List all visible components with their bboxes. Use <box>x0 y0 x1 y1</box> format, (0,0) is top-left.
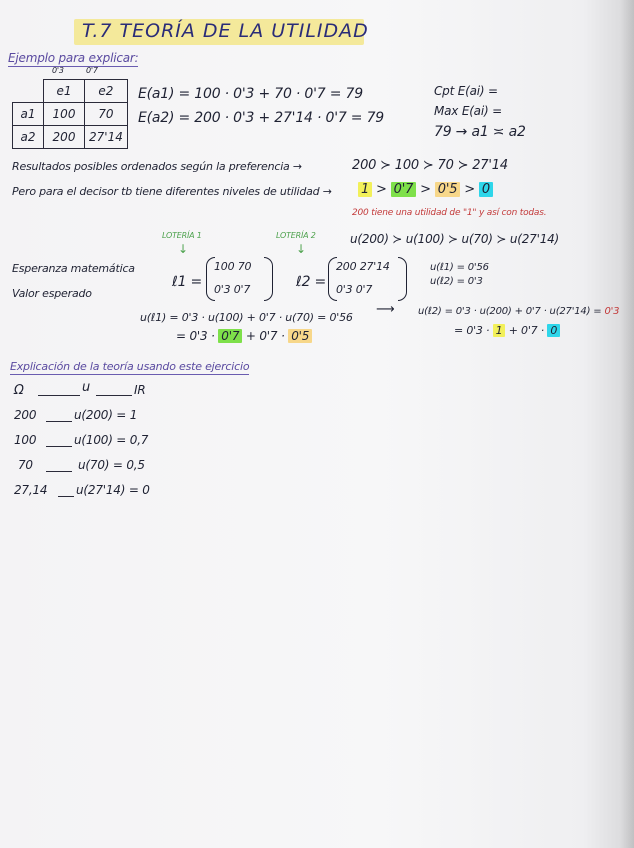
utility-level-3: 0'5 <box>435 182 461 197</box>
utility-lottery-2: u(ℓ2) = 0'3 <box>430 276 483 287</box>
mapping-line <box>58 496 74 497</box>
mapping-right: u(100) = 0,7 <box>74 433 149 447</box>
col-header-e1: e1 <box>44 80 85 103</box>
mapping-line <box>96 395 132 396</box>
arrow-down-icon: ↓ <box>296 242 307 256</box>
calc-lottery-1-line-1: u(ℓ1) = 0'3 · u(100) + 0'7 · u(70) = 0'56 <box>140 311 353 324</box>
utility-order: u(200) ≻ u(100) ≻ u(70) ≻ u(27'14) <box>350 232 560 246</box>
mapping-left: 27,14 <box>14 483 48 497</box>
lottery-1-label: LOTERÍA 1 <box>162 231 202 240</box>
calc-lottery-2-line-1: u(ℓ2) = 0'3 · u(200) + 0'7 · u(27'14) = 0'3 <box>418 306 620 317</box>
payoff-table <box>12 79 128 149</box>
table-cell: 27'14 <box>85 126 128 149</box>
row-label: a1 <box>13 103 44 126</box>
decisor-text: Pero para el decisor tb tiene diferentes niveles de utilidad → <box>12 185 332 198</box>
utility-level-4: 0 <box>479 182 493 197</box>
table-cell: 100 <box>44 103 85 126</box>
lottery-2-outcomes: 200 27'14 <box>336 260 390 273</box>
mapping-right: u(70) = 0,5 <box>78 458 145 472</box>
table-row <box>13 126 128 149</box>
highlight-yellow: 1 <box>493 324 506 337</box>
col-header-e2: e2 <box>85 80 128 103</box>
utility-level-1: 1 <box>358 182 372 197</box>
lottery-2-name: ℓ2 = <box>296 274 327 290</box>
table-cell: 70 <box>85 103 128 126</box>
u-symbol: u <box>82 380 91 395</box>
valor-label: Valor esperado <box>12 287 92 300</box>
page-edge-shadow <box>620 0 634 848</box>
utility-levels <box>358 182 493 197</box>
results-text: Resultados posibles ordenados según la preferencia → <box>12 160 302 173</box>
highlight-cyan: 0 <box>547 324 560 337</box>
esperanza-label: Esperanza matemática <box>12 262 135 275</box>
mapping-line <box>46 471 72 472</box>
calc-lottery-1-line-2: = 0'3 · 0'7 + 0'7 · 0'5 <box>176 329 312 343</box>
criterion-line-3: 79 → a1 ≍ a2 <box>434 124 526 140</box>
arrow-right-icon: ⟶ <box>376 302 395 317</box>
utility-lottery-1: u(ℓ1) = 0'56 <box>430 262 489 273</box>
row-label: a2 <box>13 126 44 149</box>
lottery-1-name: ℓ1 = <box>172 274 203 290</box>
prob-e2: 0'7 <box>86 66 98 75</box>
gt-sign: > <box>464 182 475 197</box>
lottery-1-outcomes: 100 70 <box>214 260 252 273</box>
reals-symbol: IR <box>134 383 146 397</box>
red-note: 200 tiene una utilidad de "1" y así con todas. <box>352 208 547 218</box>
gt-sign: > <box>376 182 387 197</box>
gt-sign: > <box>420 182 431 197</box>
example-heading: Ejemplo para explicar: <box>8 51 139 65</box>
criterion-line-1: Cpt E(ai) = <box>434 84 498 98</box>
lottery-2-label: LOTERÍA 2 <box>276 231 316 240</box>
mapping-line <box>46 421 72 422</box>
mapping-line <box>38 395 80 396</box>
mapping-left: 70 <box>18 458 33 472</box>
page-title: T.7 TEORÍA DE LA UTILIDAD <box>82 20 369 42</box>
calc-lottery-2-line-2: = 0'3 · 1 + 0'7 · 0 <box>454 324 560 337</box>
prob-e1: 0'3 <box>52 66 64 75</box>
table-cell: 200 <box>44 126 85 149</box>
omega-symbol: Ω <box>14 383 24 398</box>
bracket-right <box>398 257 407 301</box>
mapping-right: u(200) = 1 <box>74 408 138 422</box>
mapping-right: u(27'14) = 0 <box>76 483 150 497</box>
explanation-heading: Explicación de la teoría usando este ejercicio <box>10 360 250 373</box>
results-order: 200 ≻ 100 ≻ 70 ≻ 27'14 <box>352 158 508 173</box>
lottery-2-probs: 0'3 0'7 <box>336 283 373 296</box>
mapping-line <box>46 446 72 447</box>
arrow-down-icon: ↓ <box>178 242 189 256</box>
table-row <box>13 103 128 126</box>
mapping-left: 200 <box>14 408 37 422</box>
utility-level-2: 0'7 <box>391 182 417 197</box>
criterion-line-2: Max E(ai) = <box>434 104 502 118</box>
bracket-right <box>264 257 273 301</box>
expected-value-a2: E(a2) = 200 · 0'3 + 27'14 · 0'7 = 79 <box>138 110 384 126</box>
mapping-left: 100 <box>14 433 37 447</box>
highlight-green: 0'7 <box>218 329 242 343</box>
highlight-orange: 0'5 <box>288 329 312 343</box>
expected-value-a1: E(a1) = 100 · 0'3 + 70 · 0'7 = 79 <box>138 86 363 102</box>
lottery-1-probs: 0'3 0'7 <box>214 283 251 296</box>
